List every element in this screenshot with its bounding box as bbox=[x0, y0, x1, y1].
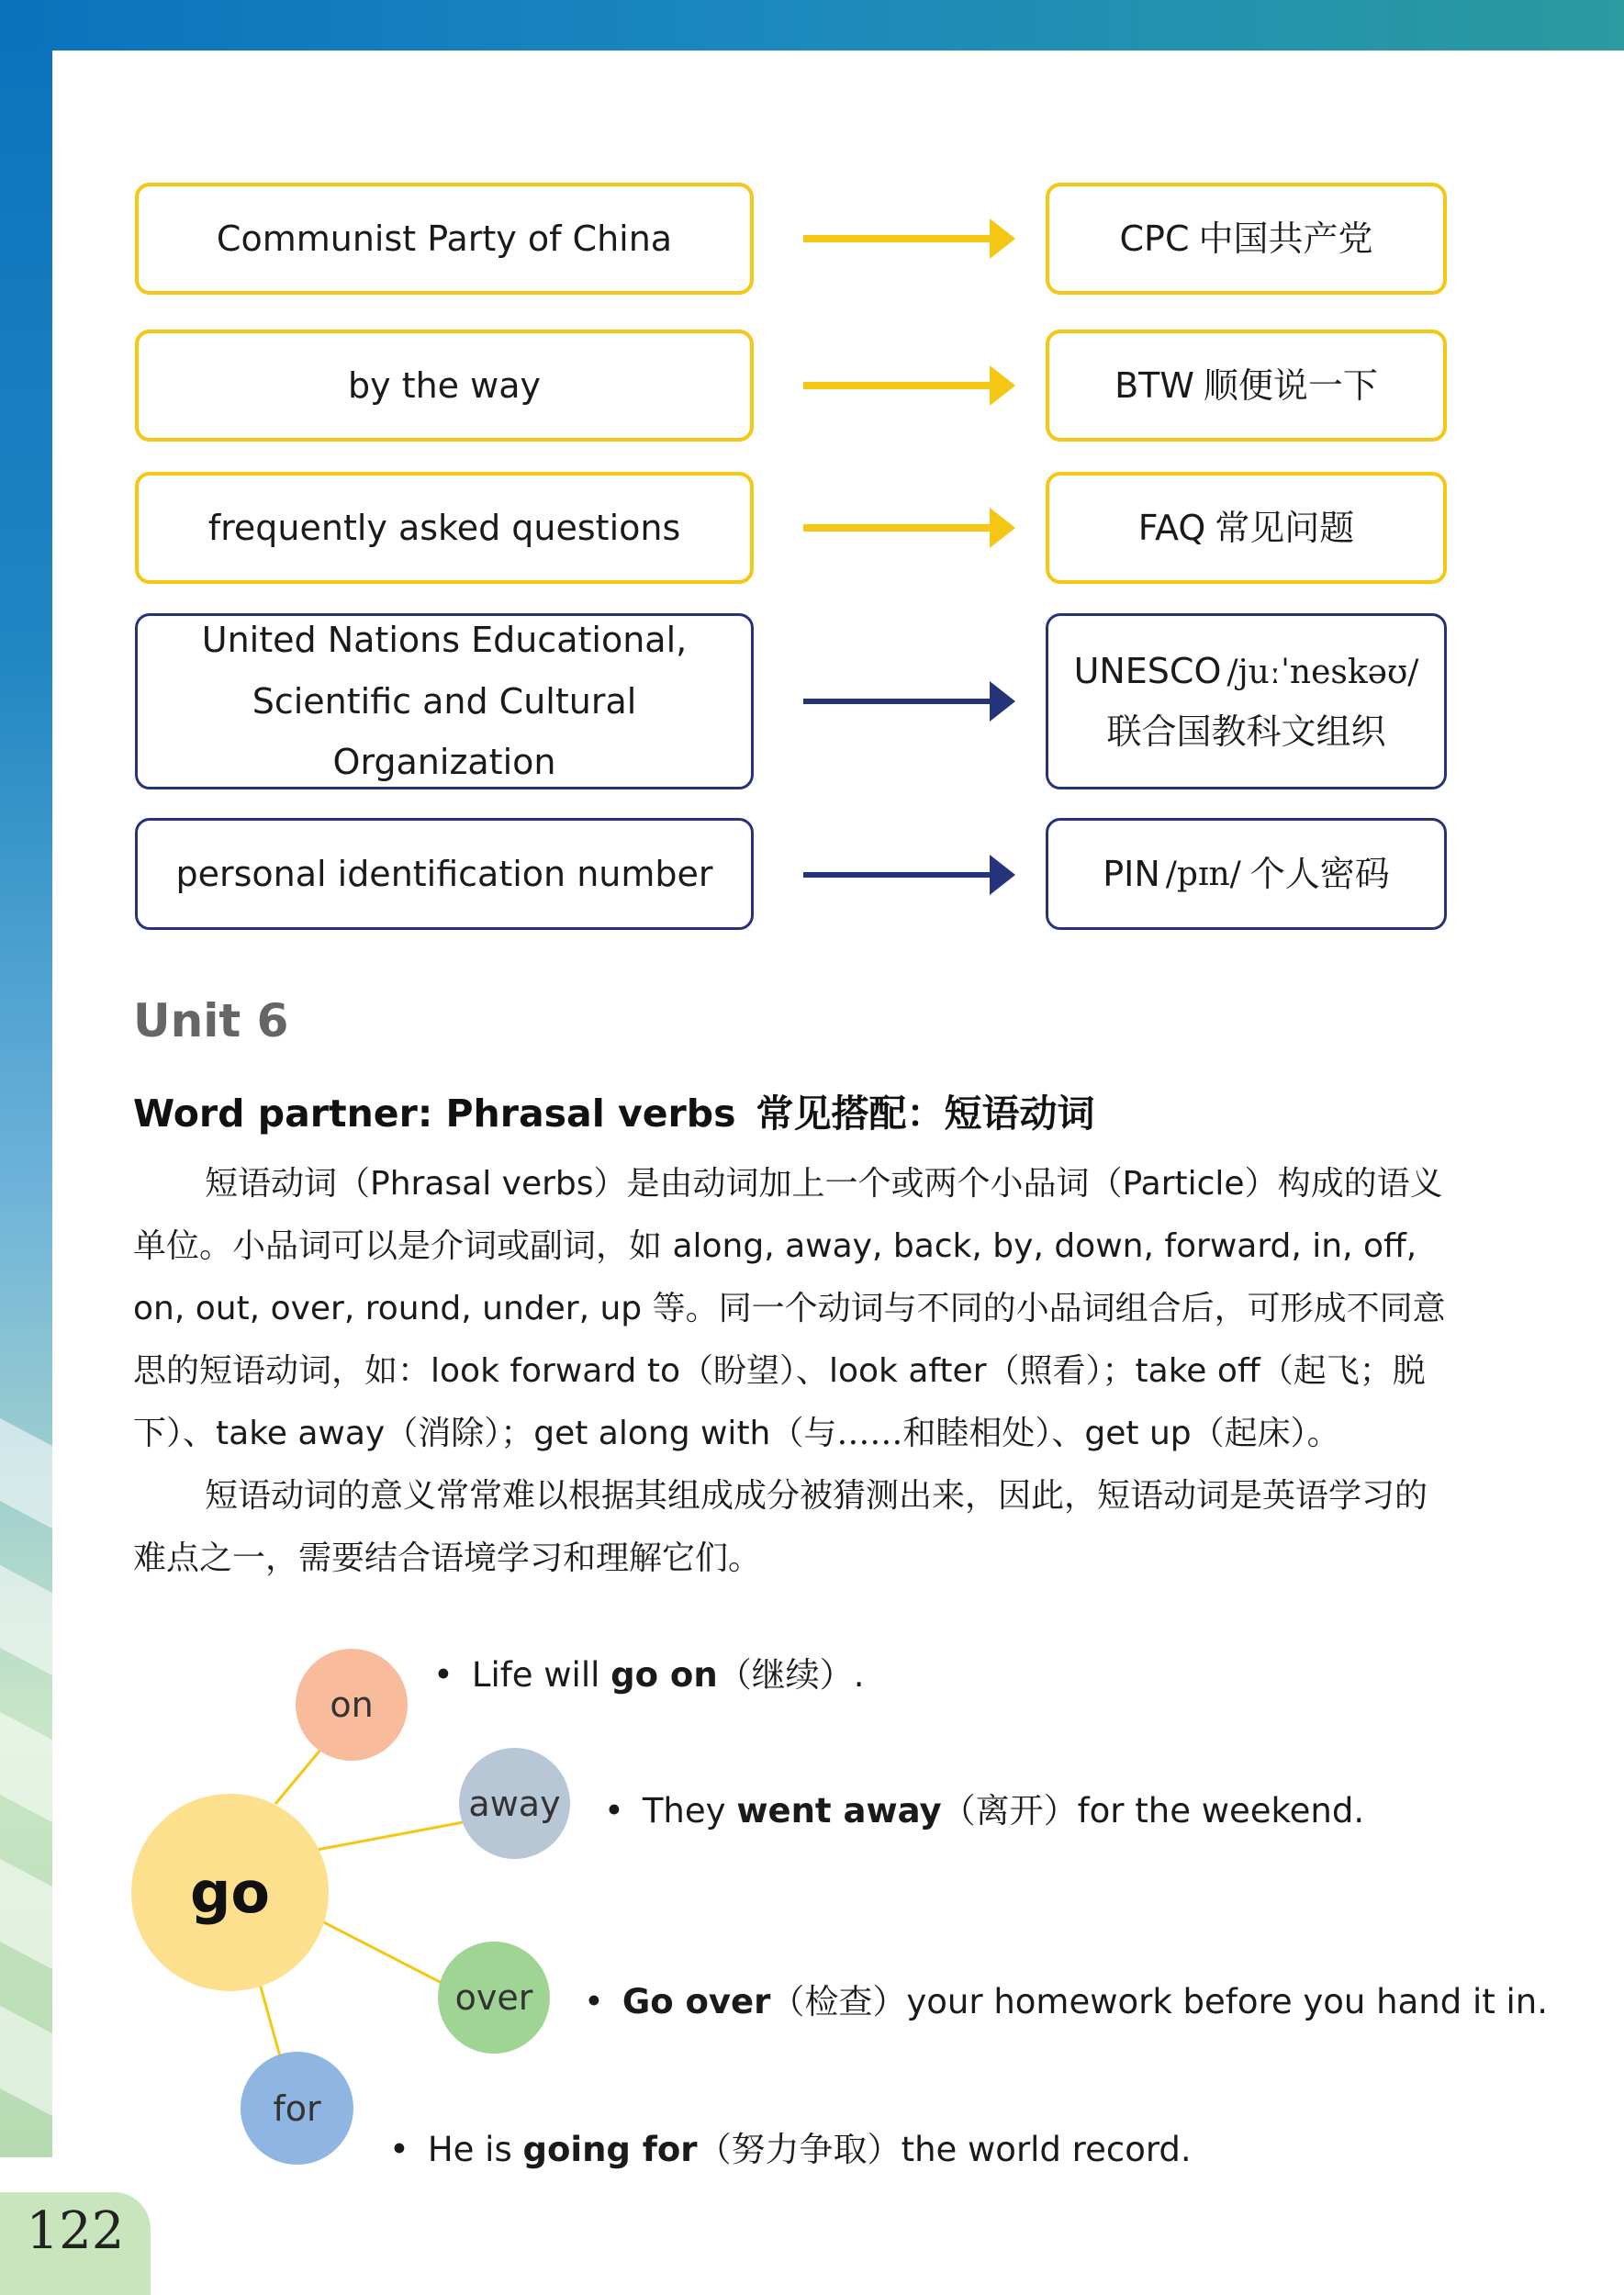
particle-circle-on: on bbox=[296, 1649, 408, 1761]
full-term: frequently asked questions bbox=[207, 507, 681, 548]
page-number: 122 bbox=[26, 2201, 125, 2261]
paragraph-2: 短语动词的意义常常难以根据其组成成分被猜测出来，因此，短语动词是英语学习的难点之一，需要结合语境学习和理解它们。 bbox=[133, 1477, 1428, 1577]
full-term: personal identification number bbox=[175, 853, 713, 894]
example-sentence: • Life will go on（继续）. bbox=[433, 1655, 865, 1695]
line-go-on bbox=[275, 1749, 321, 1804]
chinese-meaning: 顺便说一下 bbox=[1203, 364, 1378, 406]
abbreviation: UNESCO bbox=[1073, 650, 1222, 691]
abbreviation: FAQ bbox=[1137, 507, 1206, 548]
abbreviation: BTW bbox=[1114, 364, 1194, 406]
full-term-line-1: United Nations Educational, bbox=[201, 620, 688, 661]
example-sentence: • Go over（检查）your homework before you hand it in. bbox=[584, 1982, 1548, 2021]
particle-circle-for: for bbox=[241, 2052, 353, 2165]
abbreviation: PIN bbox=[1103, 853, 1160, 894]
chinese-meaning: 常见问题 bbox=[1215, 507, 1355, 548]
abbreviation: CPC bbox=[1119, 218, 1190, 259]
phonetic: /pɪn/ bbox=[1165, 855, 1241, 893]
chinese-meaning: 联合国教科文组织 bbox=[1106, 711, 1386, 752]
example-sentence: • He is going for（努力争取）the world record. bbox=[389, 2130, 1192, 2169]
particle-circle-over: over bbox=[438, 1942, 550, 2054]
phonetic: /juːˈneskəʊ/ bbox=[1226, 653, 1419, 691]
line-go-away bbox=[317, 1821, 468, 1850]
word-partner-title-zh: 常见搭配：短语动词 bbox=[756, 1092, 1095, 1136]
word-partner-title-en: Word partner: Phrasal verbs bbox=[133, 1092, 736, 1136]
chinese-meaning: 中国共产党 bbox=[1198, 218, 1373, 259]
full-term: by the way bbox=[348, 364, 541, 406]
full-term: Communist Party of China bbox=[216, 218, 673, 259]
unit-title: Unit 6 bbox=[133, 994, 289, 1047]
chinese-meaning: 个人密码 bbox=[1249, 853, 1390, 894]
example-sentence: • They went away（离开）for the weekend. bbox=[604, 1791, 1365, 1830]
particle-circle-away: away bbox=[459, 1748, 570, 1859]
paragraph-1: 短语动词（Phrasal verbs）是由动词加上一个或两个小品词（Particle）构成的语义单位。小品词可以是介词或副词，如 along, away, back, by, down, forward, in, off, on, out, over, round, under, up 等。同一个动词与不同的小品词组合后，可形成不同意思的短语动词，如：look forward to（盼望）、look after（照看）；take off（起飞；脱下）、take away（消除）；get along with（与……和睦相处）、get up（起床）。 bbox=[133, 1165, 1446, 1452]
center-word-circle: go bbox=[131, 1794, 329, 1991]
full-term-line-2: Scientific and Cultural Organization bbox=[252, 680, 637, 783]
line-go-over bbox=[317, 1919, 445, 1985]
